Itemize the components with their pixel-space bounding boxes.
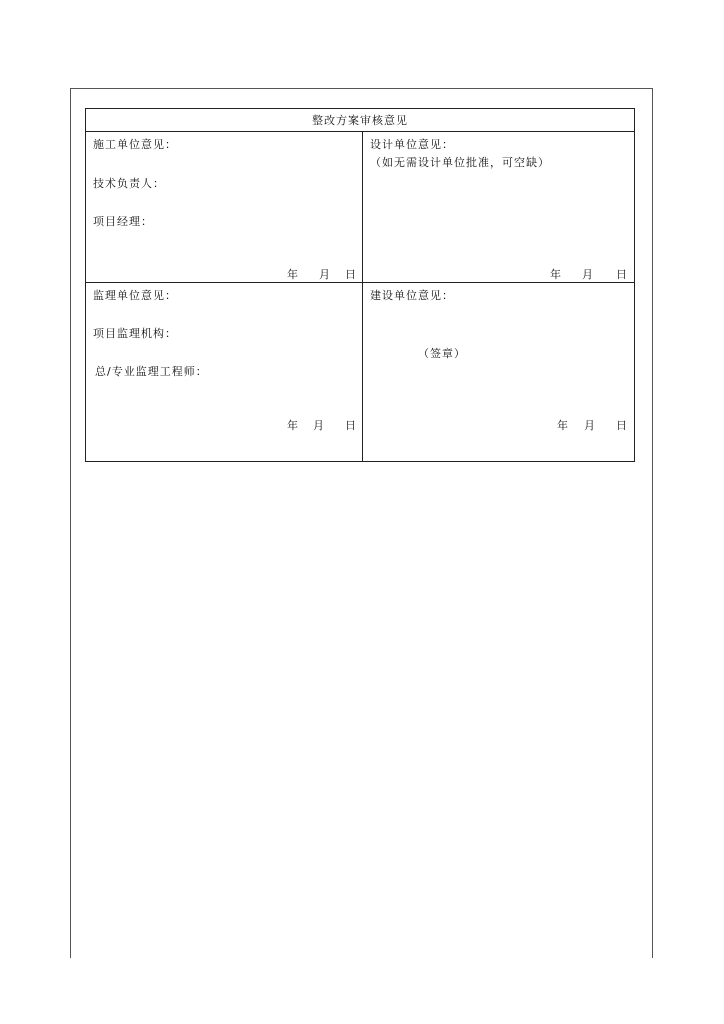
design-opinion-label: 设计单位意见： <box>370 138 454 151</box>
tech-lead-label: 技术负责人： <box>93 177 165 190</box>
day-label: 日 <box>345 419 357 432</box>
day-label: 日 <box>616 419 628 432</box>
project-manager-label: 项目经理： <box>93 215 153 228</box>
year-label: 年 <box>287 419 299 432</box>
owner-opinion-cell[interactable] <box>363 283 634 461</box>
year-label: 年 <box>287 268 299 281</box>
supervising-engineer-label: 总/专业监理工程师： <box>95 365 208 378</box>
construction-opinion-cell[interactable] <box>86 132 363 283</box>
owner-opinion-label: 建设单位意见： <box>370 289 454 302</box>
month-label: 月 <box>313 419 325 432</box>
year-label: 年 <box>557 419 569 432</box>
supervision-agency-label: 项目监理机构： <box>93 327 177 340</box>
supervision-opinion-label: 监理单位意见： <box>93 289 177 302</box>
month-label: 月 <box>319 268 331 281</box>
year-label: 年 <box>550 268 562 281</box>
design-opinion-cell[interactable] <box>363 132 634 283</box>
review-opinion-table <box>85 108 635 462</box>
month-label: 月 <box>582 268 594 281</box>
month-label: 月 <box>584 419 596 432</box>
seal-label: （签章） <box>418 347 466 360</box>
day-label: 日 <box>616 268 628 281</box>
supervision-opinion-cell[interactable] <box>86 283 363 461</box>
day-label: 日 <box>345 268 357 281</box>
design-optional-note: （如无需设计单位批准，可空缺） <box>370 156 550 169</box>
table-title: 整改方案审核意见 <box>86 109 634 132</box>
construction-opinion-label: 施工单位意见： <box>93 138 177 151</box>
